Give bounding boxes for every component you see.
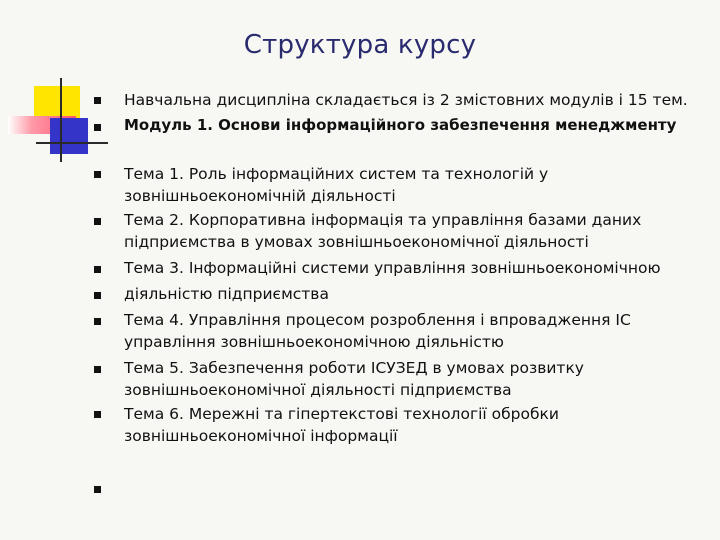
bullet-icon	[94, 411, 101, 418]
list-item: Тема 3. Інформаційні системи управління зовнішньоекономічною	[124, 259, 661, 277]
list-item: діяльністю підприємства	[124, 285, 329, 303]
list-item: Тема 5. Забезпечення роботи ІСУЗЕД в умовах розвитку зовнішньоекономічної діяльності підприємства	[124, 359, 584, 399]
bullet-icon	[94, 266, 101, 273]
bullet-icon	[94, 218, 101, 225]
bullet-icon	[94, 124, 101, 131]
bullet-icon	[94, 318, 101, 325]
bullet-icon	[94, 97, 101, 104]
slide-title: Структура курсу	[243, 30, 477, 60]
list-item: Тема 4. Управління процесом розроблення і впровадження ІС управління зовнішньоекономічною діяльністю	[124, 311, 631, 351]
bullet-icon	[94, 171, 101, 178]
list-item: Тема 6. Мережні та гіпертекстові технології обробки зовнішньоекономічної інформації	[124, 405, 559, 445]
bullet-icon	[94, 486, 101, 493]
bullet-icon	[94, 366, 101, 373]
list-item: Тема 1. Роль інформаційних систем та технологій у зовнішньоекономічній діяльності	[124, 165, 549, 205]
list-item: Тема 2. Корпоративна інформація та управління базами даних підприємства в умовах зовнішньоекономічної діяльності	[124, 211, 642, 251]
bullet-icon	[94, 292, 101, 299]
list-item: Навчальна дисципліна складається із 2 змістовних модулів і 15 тем.	[124, 91, 688, 109]
list-item: Модуль 1. Основи інформаційного забезпечення менеджменту	[124, 116, 677, 134]
